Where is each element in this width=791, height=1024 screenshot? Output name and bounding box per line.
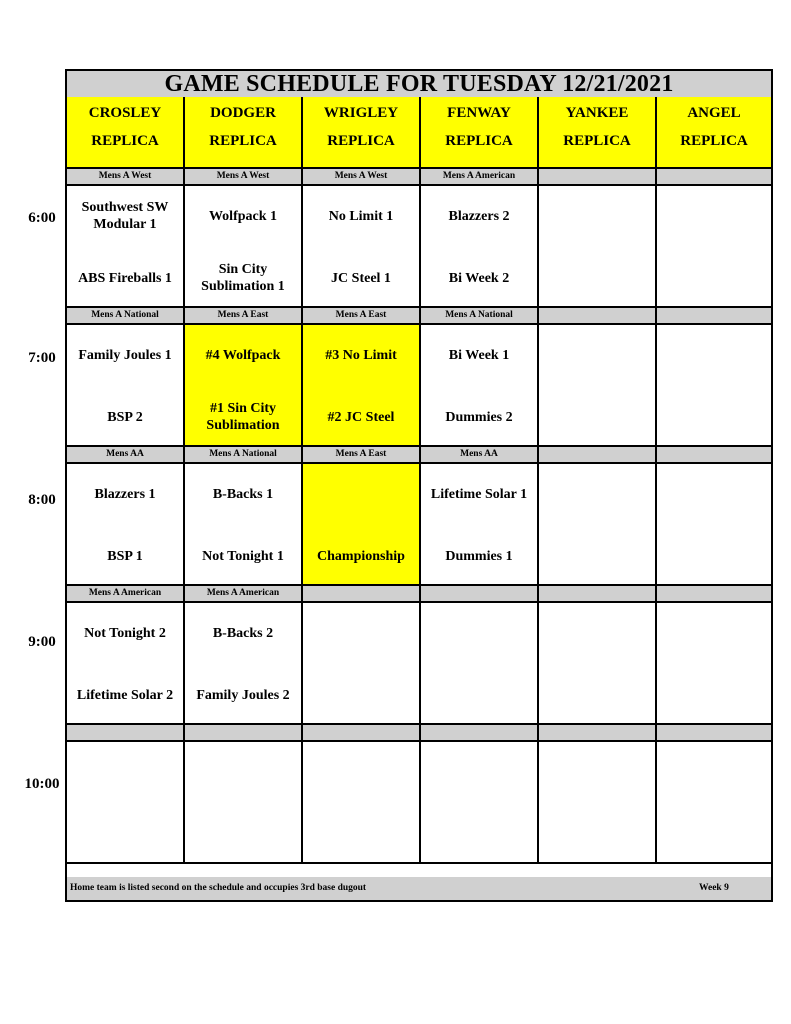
division-label: Mens A National — [421, 308, 539, 325]
game-cell — [185, 603, 303, 725]
home-team: Dummies 1 — [445, 548, 513, 564]
home-team: Lifetime Solar 2 — [76, 687, 174, 703]
game-cell — [303, 603, 421, 725]
game-cell — [67, 325, 185, 447]
game-cell — [539, 325, 657, 447]
away-team: B-Backs 2 — [212, 625, 274, 641]
home-team — [657, 814, 771, 854]
field-name: ANGEL — [687, 105, 741, 121]
game-cell — [539, 603, 657, 725]
away-team — [657, 335, 771, 375]
division-label — [657, 308, 771, 325]
footer-note: Home team is listed second on the schedule and occupies 3rd base dugout — [70, 883, 367, 893]
home-team — [185, 814, 301, 854]
home-team: BSP 2 — [107, 409, 143, 425]
field-header-wrigley — [303, 97, 421, 169]
away-team — [185, 752, 301, 792]
away-team — [657, 474, 771, 514]
home-team — [421, 814, 537, 854]
game-cell — [421, 186, 539, 308]
away-team — [539, 613, 655, 653]
division-label — [67, 725, 185, 742]
division-label — [657, 447, 771, 464]
away-team: Family Joules 1 — [78, 347, 172, 363]
division-label: Mens A American — [421, 169, 539, 186]
away-team — [539, 752, 655, 792]
division-label: Mens A East — [303, 447, 421, 464]
game-cell — [657, 603, 771, 725]
division-label: Mens A East — [185, 308, 303, 325]
away-team — [303, 613, 419, 653]
home-team — [303, 675, 419, 715]
championship-game-cell — [303, 464, 421, 586]
division-label — [303, 586, 421, 603]
field-header-angel — [657, 97, 771, 169]
division-label — [539, 308, 657, 325]
home-team: Bi Week 2 — [448, 270, 510, 286]
division-label: Mens AA — [67, 447, 185, 464]
game-cell — [657, 742, 771, 864]
time-label: 9:00 — [28, 634, 56, 650]
game-cell — [67, 742, 185, 864]
field-sub: REPLICA — [680, 133, 748, 149]
away-team: #4 Wolfpack — [205, 347, 281, 363]
game-cell — [185, 742, 303, 864]
field-header-dodger — [185, 97, 303, 169]
division-label — [657, 586, 771, 603]
game-cell — [67, 603, 185, 725]
home-team — [657, 675, 771, 715]
field-sub: REPLICA — [563, 133, 631, 149]
time-label: 10:00 — [24, 776, 60, 792]
home-team — [421, 675, 537, 715]
field-name: YANKEE — [565, 105, 629, 121]
home-team — [539, 814, 655, 854]
division-label: Mens A West — [185, 169, 303, 186]
away-team: Bi Week 1 — [448, 347, 510, 363]
home-team: #2 JC Steel — [327, 409, 395, 425]
away-team — [67, 752, 183, 792]
game-cell — [421, 603, 539, 725]
home-team — [303, 814, 419, 854]
playoff-game-cell — [303, 325, 421, 447]
division-label — [421, 725, 539, 742]
division-label — [539, 725, 657, 742]
page-title: GAME SCHEDULE FOR TUESDAY 12/21/2021 — [67, 71, 771, 99]
division-label — [539, 447, 657, 464]
game-cell — [539, 464, 657, 586]
field-name: FENWAY — [447, 105, 511, 121]
home-team: Family Joules 2 — [196, 687, 290, 703]
field-header-crosley — [67, 97, 185, 169]
away-team — [539, 474, 655, 514]
division-label — [185, 725, 303, 742]
footer-bar — [67, 877, 771, 900]
field-sub: REPLICA — [327, 133, 395, 149]
home-team: Sin City Sublimation 1 — [201, 262, 285, 294]
away-team — [421, 752, 537, 792]
game-cell — [657, 325, 771, 447]
away-team: Blazzers 2 — [448, 208, 510, 224]
game-cell — [67, 464, 185, 586]
away-team — [303, 752, 419, 792]
schedule-table — [65, 69, 773, 902]
away-team — [539, 335, 655, 375]
game-cell — [303, 742, 421, 864]
away-team — [539, 196, 655, 236]
division-label — [539, 586, 657, 603]
away-team: Lifetime Solar 1 — [430, 486, 528, 502]
division-label: Mens A American — [185, 586, 303, 603]
away-team — [657, 752, 771, 792]
home-team — [539, 397, 655, 437]
home-team: JC Steel 1 — [331, 270, 391, 286]
division-label: Mens AA — [421, 447, 539, 464]
division-label — [303, 725, 421, 742]
division-label: Mens A National — [67, 308, 185, 325]
home-team: Dummies 2 — [445, 409, 513, 425]
week-label: Week 9 — [699, 883, 729, 893]
home-team — [539, 675, 655, 715]
game-cell — [421, 325, 539, 447]
away-team: B-Backs 1 — [212, 486, 274, 502]
away-team: No Limit 1 — [328, 208, 394, 224]
game-cell — [657, 464, 771, 586]
field-name: DODGER — [210, 105, 276, 121]
away-team — [657, 613, 771, 653]
game-cell — [303, 186, 421, 308]
game-cell — [539, 186, 657, 308]
game-cell — [539, 742, 657, 864]
away-team — [303, 474, 419, 514]
home-team: ABS Fireballs 1 — [78, 270, 172, 286]
home-team: #1 Sin City Sublimation — [206, 401, 280, 433]
home-team — [539, 536, 655, 576]
division-label — [657, 725, 771, 742]
division-label — [539, 169, 657, 186]
away-team — [657, 196, 771, 236]
game-cell — [185, 186, 303, 308]
time-label: 6:00 — [28, 210, 56, 226]
division-label: Mens A West — [303, 169, 421, 186]
field-name: WRIGLEY — [323, 105, 399, 121]
home-team: BSP 1 — [107, 548, 143, 564]
division-label: Mens A East — [303, 308, 421, 325]
division-label — [657, 169, 771, 186]
away-team: Blazzers 1 — [94, 486, 156, 502]
away-team: #3 No Limit — [325, 347, 397, 363]
home-team — [657, 258, 771, 298]
home-team: Not Tonight 1 — [202, 548, 284, 564]
field-sub: REPLICA — [445, 133, 513, 149]
away-team: Wolfpack 1 — [208, 208, 278, 224]
division-label — [421, 586, 539, 603]
home-team — [539, 258, 655, 298]
home-team — [657, 397, 771, 437]
field-header-fenway — [421, 97, 539, 169]
division-label: Mens A West — [67, 169, 185, 186]
home-team — [67, 814, 183, 854]
game-cell — [421, 742, 539, 864]
home-team: Championship — [317, 548, 405, 564]
division-label: Mens A American — [67, 586, 185, 603]
game-cell — [67, 186, 185, 308]
field-name: CROSLEY — [88, 105, 162, 121]
division-label: Mens A National — [185, 447, 303, 464]
game-cell — [421, 464, 539, 586]
game-cell — [657, 186, 771, 308]
away-team: Not Tonight 2 — [84, 625, 166, 641]
field-header-yankee — [539, 97, 657, 169]
away-team: Southwest SW Modular 1 — [81, 200, 169, 232]
playoff-game-cell — [185, 325, 303, 447]
time-label: 7:00 — [28, 350, 56, 366]
away-team — [421, 613, 537, 653]
home-team — [657, 536, 771, 576]
time-label: 8:00 — [28, 492, 56, 508]
game-cell — [185, 464, 303, 586]
field-sub: REPLICA — [91, 133, 159, 149]
field-sub: REPLICA — [209, 133, 277, 149]
